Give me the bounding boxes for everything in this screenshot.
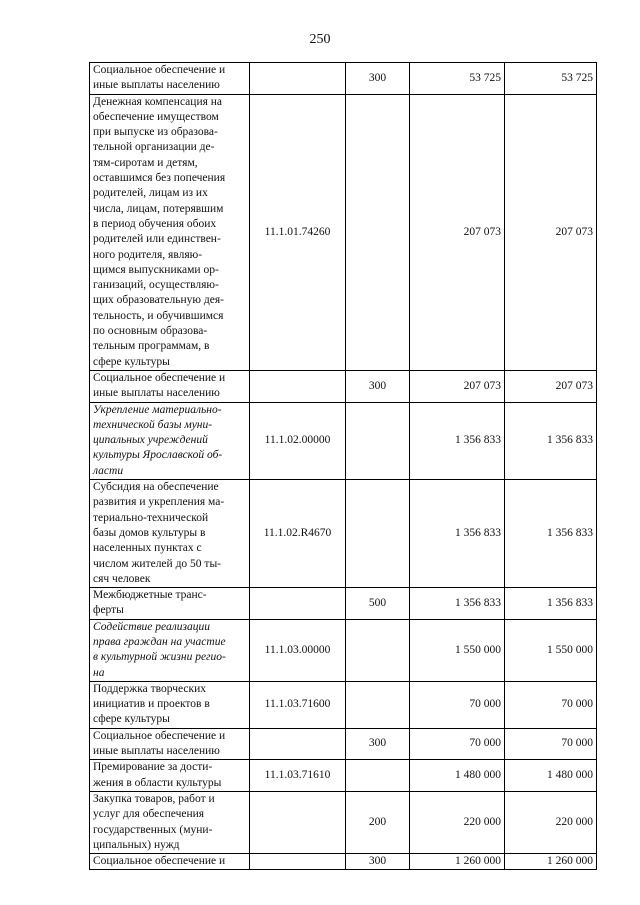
- expense-name-cell: Социальное обеспечение и иные выплаты населению: [90, 728, 250, 760]
- expense-name-cell: Содействие реализации права граждан на участие в культурной жизни регио- на: [90, 619, 250, 681]
- expense-type-cell: 300: [346, 854, 410, 870]
- expense-type-cell: [346, 619, 410, 681]
- expense-type-cell: [346, 94, 410, 370]
- amount-cell-2: 53 725: [505, 63, 597, 95]
- expense-type-cell: [346, 402, 410, 479]
- amount-cell-1: 1 260 000: [410, 854, 505, 870]
- target-code-cell: 11.1.03.00000: [250, 619, 346, 681]
- budget-table: [89, 62, 597, 870]
- target-code-cell: 11.1.02.R4670: [250, 480, 346, 588]
- table-row: [90, 480, 597, 588]
- table-row: [90, 681, 597, 728]
- target-code-cell: 11.1.03.71600: [250, 681, 346, 728]
- amount-cell-2: 1 356 833: [505, 588, 597, 620]
- target-code-cell: [250, 728, 346, 760]
- amount-cell-1: 207 073: [410, 94, 505, 370]
- table-row: [90, 402, 597, 479]
- table-row: [90, 728, 597, 760]
- amount-cell-1: 53 725: [410, 63, 505, 95]
- expense-name-cell: Премирование за дости- жения в области культуры: [90, 760, 250, 792]
- amount-cell-1: 1 356 833: [410, 588, 505, 620]
- amount-cell-2: 1 260 000: [505, 854, 597, 870]
- amount-cell-1: 1 480 000: [410, 760, 505, 792]
- amount-cell-1: 1 356 833: [410, 402, 505, 479]
- expense-type-cell: 300: [346, 370, 410, 402]
- target-code-cell: [250, 791, 346, 853]
- target-code-cell: 11.1.01.74260: [250, 94, 346, 370]
- target-code-cell: [250, 854, 346, 870]
- target-code-cell: 11.1.02.00000: [250, 402, 346, 479]
- amount-cell-1: 70 000: [410, 728, 505, 760]
- expense-name-cell: Субсидия на обеспечение развития и укрепления ма- териально-технической базы домов культуры в населенных пунктах с числом жителей до 50 ты- сяч человек: [90, 480, 250, 588]
- amount-cell-2: 1 356 833: [505, 402, 597, 479]
- amount-cell-1: 1 356 833: [410, 480, 505, 588]
- expense-name-cell: Укрепление материально- технической базы муни- ципальных учреждений культуры Ярославской об- ласти: [90, 402, 250, 479]
- amount-cell-2: 207 073: [505, 94, 597, 370]
- amount-cell-1: 220 000: [410, 791, 505, 853]
- amount-cell-2: 220 000: [505, 791, 597, 853]
- amount-cell-2: 1 356 833: [505, 480, 597, 588]
- expense-type-cell: [346, 681, 410, 728]
- expense-name-cell: Социальное обеспечение и иные выплаты населению: [90, 370, 250, 402]
- table-row: [90, 63, 597, 95]
- target-code-cell: [250, 63, 346, 95]
- table-row: [90, 854, 597, 870]
- amount-cell-1: 207 073: [410, 370, 505, 402]
- amount-cell-1: 1 550 000: [410, 619, 505, 681]
- target-code-cell: [250, 588, 346, 620]
- expense-name-cell: Поддержка творческих инициатив и проектов в сфере культуры: [90, 681, 250, 728]
- amount-cell-2: 1 550 000: [505, 619, 597, 681]
- target-code-cell: [250, 370, 346, 402]
- expense-type-cell: 200: [346, 791, 410, 853]
- target-code-cell: 11.1.03.71610: [250, 760, 346, 792]
- table-row: [90, 791, 597, 853]
- amount-cell-2: 207 073: [505, 370, 597, 402]
- table-row: [90, 588, 597, 620]
- expense-name-cell: Денежная компенсация на обеспечение имуществом при выпуске из образова- тельной организации де- тям-сиротам и детям, оставшимся без попечения родителей, лицам из их числа, лицам, потерявшим в период обучения обоих родителей или единствен- ного родителя, являю- щимся выпускниками ор- ганизаций, осуществляю- щих образовательную дея- тельность, и обучившимся по основным образова- тельным программам, в сфере культуры: [90, 94, 250, 370]
- expense-name-cell: Закупка товаров, работ и услуг для обеспечения государственных (муни- ципальных) нужд: [90, 791, 250, 853]
- expense-type-cell: 300: [346, 63, 410, 95]
- table-row: [90, 370, 597, 402]
- expense-name-cell: Социальное обеспечение и иные выплаты населению: [90, 63, 250, 95]
- expense-name-cell: Социальное обеспечение и: [90, 854, 250, 870]
- table-row: [90, 94, 597, 370]
- expense-name-cell: Межбюджетные транс- ферты: [90, 588, 250, 620]
- expense-type-cell: 500: [346, 588, 410, 620]
- table-row: [90, 760, 597, 792]
- expense-type-cell: [346, 480, 410, 588]
- amount-cell-2: 1 480 000: [505, 760, 597, 792]
- expense-type-cell: 300: [346, 728, 410, 760]
- amount-cell-2: 70 000: [505, 681, 597, 728]
- page-number: 250: [309, 32, 331, 47]
- expense-type-cell: [346, 760, 410, 792]
- amount-cell-1: 70 000: [410, 681, 505, 728]
- amount-cell-2: 70 000: [505, 728, 597, 760]
- table-row: [90, 619, 597, 681]
